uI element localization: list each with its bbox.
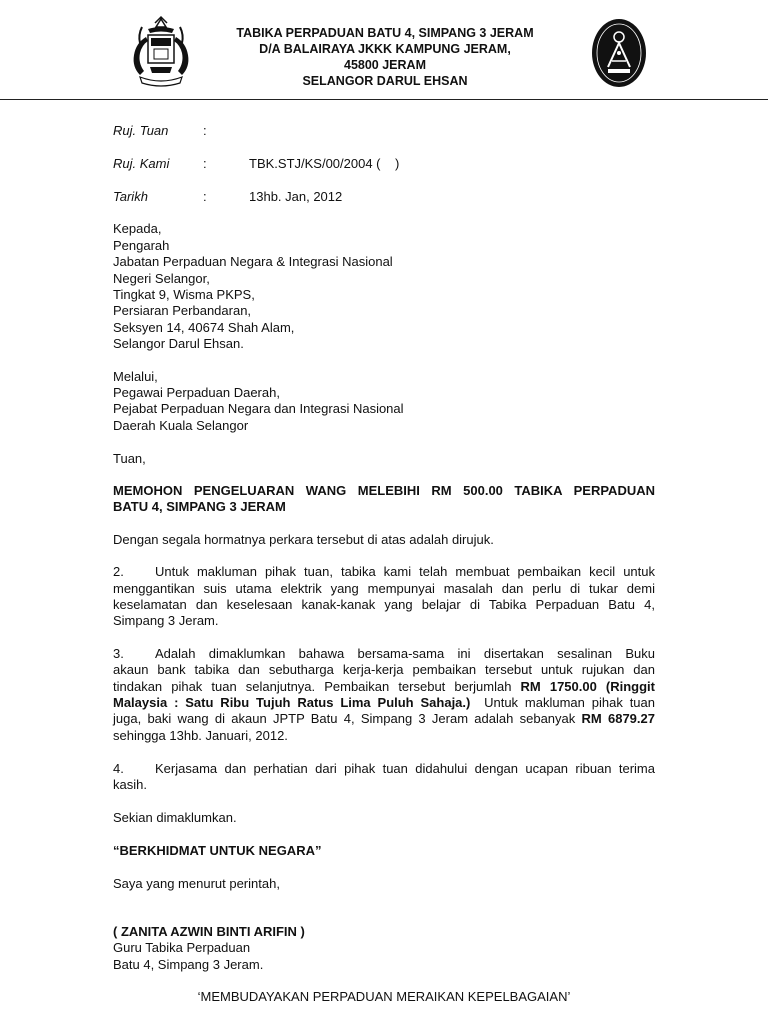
ruj-kami-label: Ruj. Kami <box>113 156 170 171</box>
header-divider <box>0 99 768 100</box>
recipient-line: Negeri Selangor, <box>113 271 210 286</box>
signatory-place: Batu 4, Simpang 3 Jeram. <box>113 957 264 972</box>
para2-line-1 <box>113 564 655 580</box>
para3-line-1 <box>113 646 655 662</box>
motto: “BERKHIDMAT UNTUK NEGARA” <box>113 843 322 858</box>
via-line: Daerah Kuala Selangor <box>113 418 249 433</box>
para3-line-2: akaun bank tabika dan sebutharga kerja-kerja pembaikan tersebut untuk rujukan dan <box>113 662 655 677</box>
recipient-line: Kepada, <box>113 221 162 236</box>
header-line-1: TABIKA PERPADUAN BATU 4, SIMPANG 3 JERAM <box>236 26 534 40</box>
para3-text: Untuk makluman pihak tuan <box>470 695 655 710</box>
para3-line-6: sehingga 13hb. Januari, 2012. <box>113 728 288 743</box>
para3-line-5 <box>113 711 655 727</box>
para3-line-3 <box>113 679 655 695</box>
via-line: Melalui, <box>113 369 158 384</box>
subject-line-1: MEMOHON PENGELUARAN WANG MELEBIHI RM 500.00 TABIKA PERPADUAN <box>113 483 655 498</box>
para2-line-2: menggantikan suis utama elektrik yang mempunyai masalah dan perlu di tukar demi <box>113 581 655 596</box>
coat-of-arms-logo <box>126 15 196 91</box>
para4-line-2: kasih. <box>113 777 147 792</box>
ruj-kami-value: TBK.STJ/KS/00/2004 ( ) <box>249 156 400 171</box>
tarikh-colon: : <box>203 189 207 204</box>
tarikh-value: 13hb. Jan, 2012 <box>249 189 343 204</box>
para3-text: tindakan pihak tuan selanjutnya. Pembaikan tersebut berjumlah <box>113 679 521 694</box>
ruj-kami-colon: : <box>203 156 207 171</box>
para3-text: juga, baki wang di akaun JPTP Batu 4, Simpang 3 Jeram adalah sebanyak <box>113 711 582 726</box>
closing-sentence: Sekian dimaklumkan. <box>113 810 237 825</box>
tarikh-label: Tarikh <box>113 189 148 204</box>
header-line-3: 45800 JERAM <box>344 58 426 72</box>
ruj-tuan-colon: : <box>203 123 207 138</box>
via-line: Pejabat Perpaduan Negara dan Integrasi Nasional <box>113 401 404 416</box>
para4-text: Kerjasama dan perhatian dari pihak tuan didahului dengan ucapan ribuan terima <box>155 761 655 776</box>
para2-text: Untuk makluman pihak tuan, tabika kami telah membuat pembaikan kecil untuk <box>155 564 655 579</box>
para3-text: Adalah dimaklumkan bahawa bersama-sama ini disertakan sesalinan Buku <box>155 646 655 661</box>
para2-number: 2. <box>113 564 124 579</box>
repair-amount: RM 1750.00 (Ringgit <box>520 679 655 694</box>
signatory-title: Guru Tabika Perpaduan <box>113 940 251 955</box>
repair-amount-words: Malaysia : Satu Ribu Tujuh Ratus Lima Puluh Sahaja.) <box>113 695 471 710</box>
para3-number: 3. <box>113 646 124 661</box>
header-line-2: D/A BALAIRAYA JKKK KAMPUNG JERAM, <box>259 42 511 56</box>
recipient-line: Seksyen 14, 40674 Shah Alam, <box>113 320 295 335</box>
signatory-name: ( ZANITA AZWIN BINTI ARIFIN ) <box>113 924 305 939</box>
para2-line-3: keselamatan dan keselesaan kanak-kanak yang belajar di Tabika Perpaduan Batu 4, <box>113 597 655 612</box>
recipient-line: Persiaran Perbandaran, <box>113 303 252 318</box>
opening-sentence: Dengan segala hormatnya perkara tersebut di atas adalah dirujuk. <box>113 532 494 547</box>
footer-slogan: ‘MEMBUDAYAKAN PERPADUAN MERAIKAN KEPELBAGAIAN’ <box>197 989 571 1004</box>
para4-number: 4. <box>113 761 124 776</box>
recipient-line: Pengarah <box>113 238 170 253</box>
recipient-line: Jabatan Perpaduan Negara & Integrasi Nasional <box>113 254 393 269</box>
via-line: Pegawai Perpaduan Daerah, <box>113 385 280 400</box>
para3-line-4 <box>113 695 655 711</box>
department-logo <box>590 17 648 89</box>
recipient-line: Tingkat 9, Wisma PKPS, <box>113 287 255 302</box>
salutation: Tuan, <box>113 451 146 466</box>
para4-line-1 <box>113 761 655 777</box>
para2-line-4: Simpang 3 Jeram. <box>113 613 219 628</box>
header-line-4: SELANGOR DARUL EHSAN <box>302 74 468 88</box>
ruj-tuan-label: Ruj. Tuan <box>113 123 169 138</box>
recipient-line: Selangor Darul Ehsan. <box>113 336 244 351</box>
subject-line-2: BATU 4, SIMPANG 3 JERAM <box>113 499 286 514</box>
sign-off: Saya yang menurut perintah, <box>113 876 280 891</box>
balance-amount: RM 6879.27 <box>581 711 655 726</box>
